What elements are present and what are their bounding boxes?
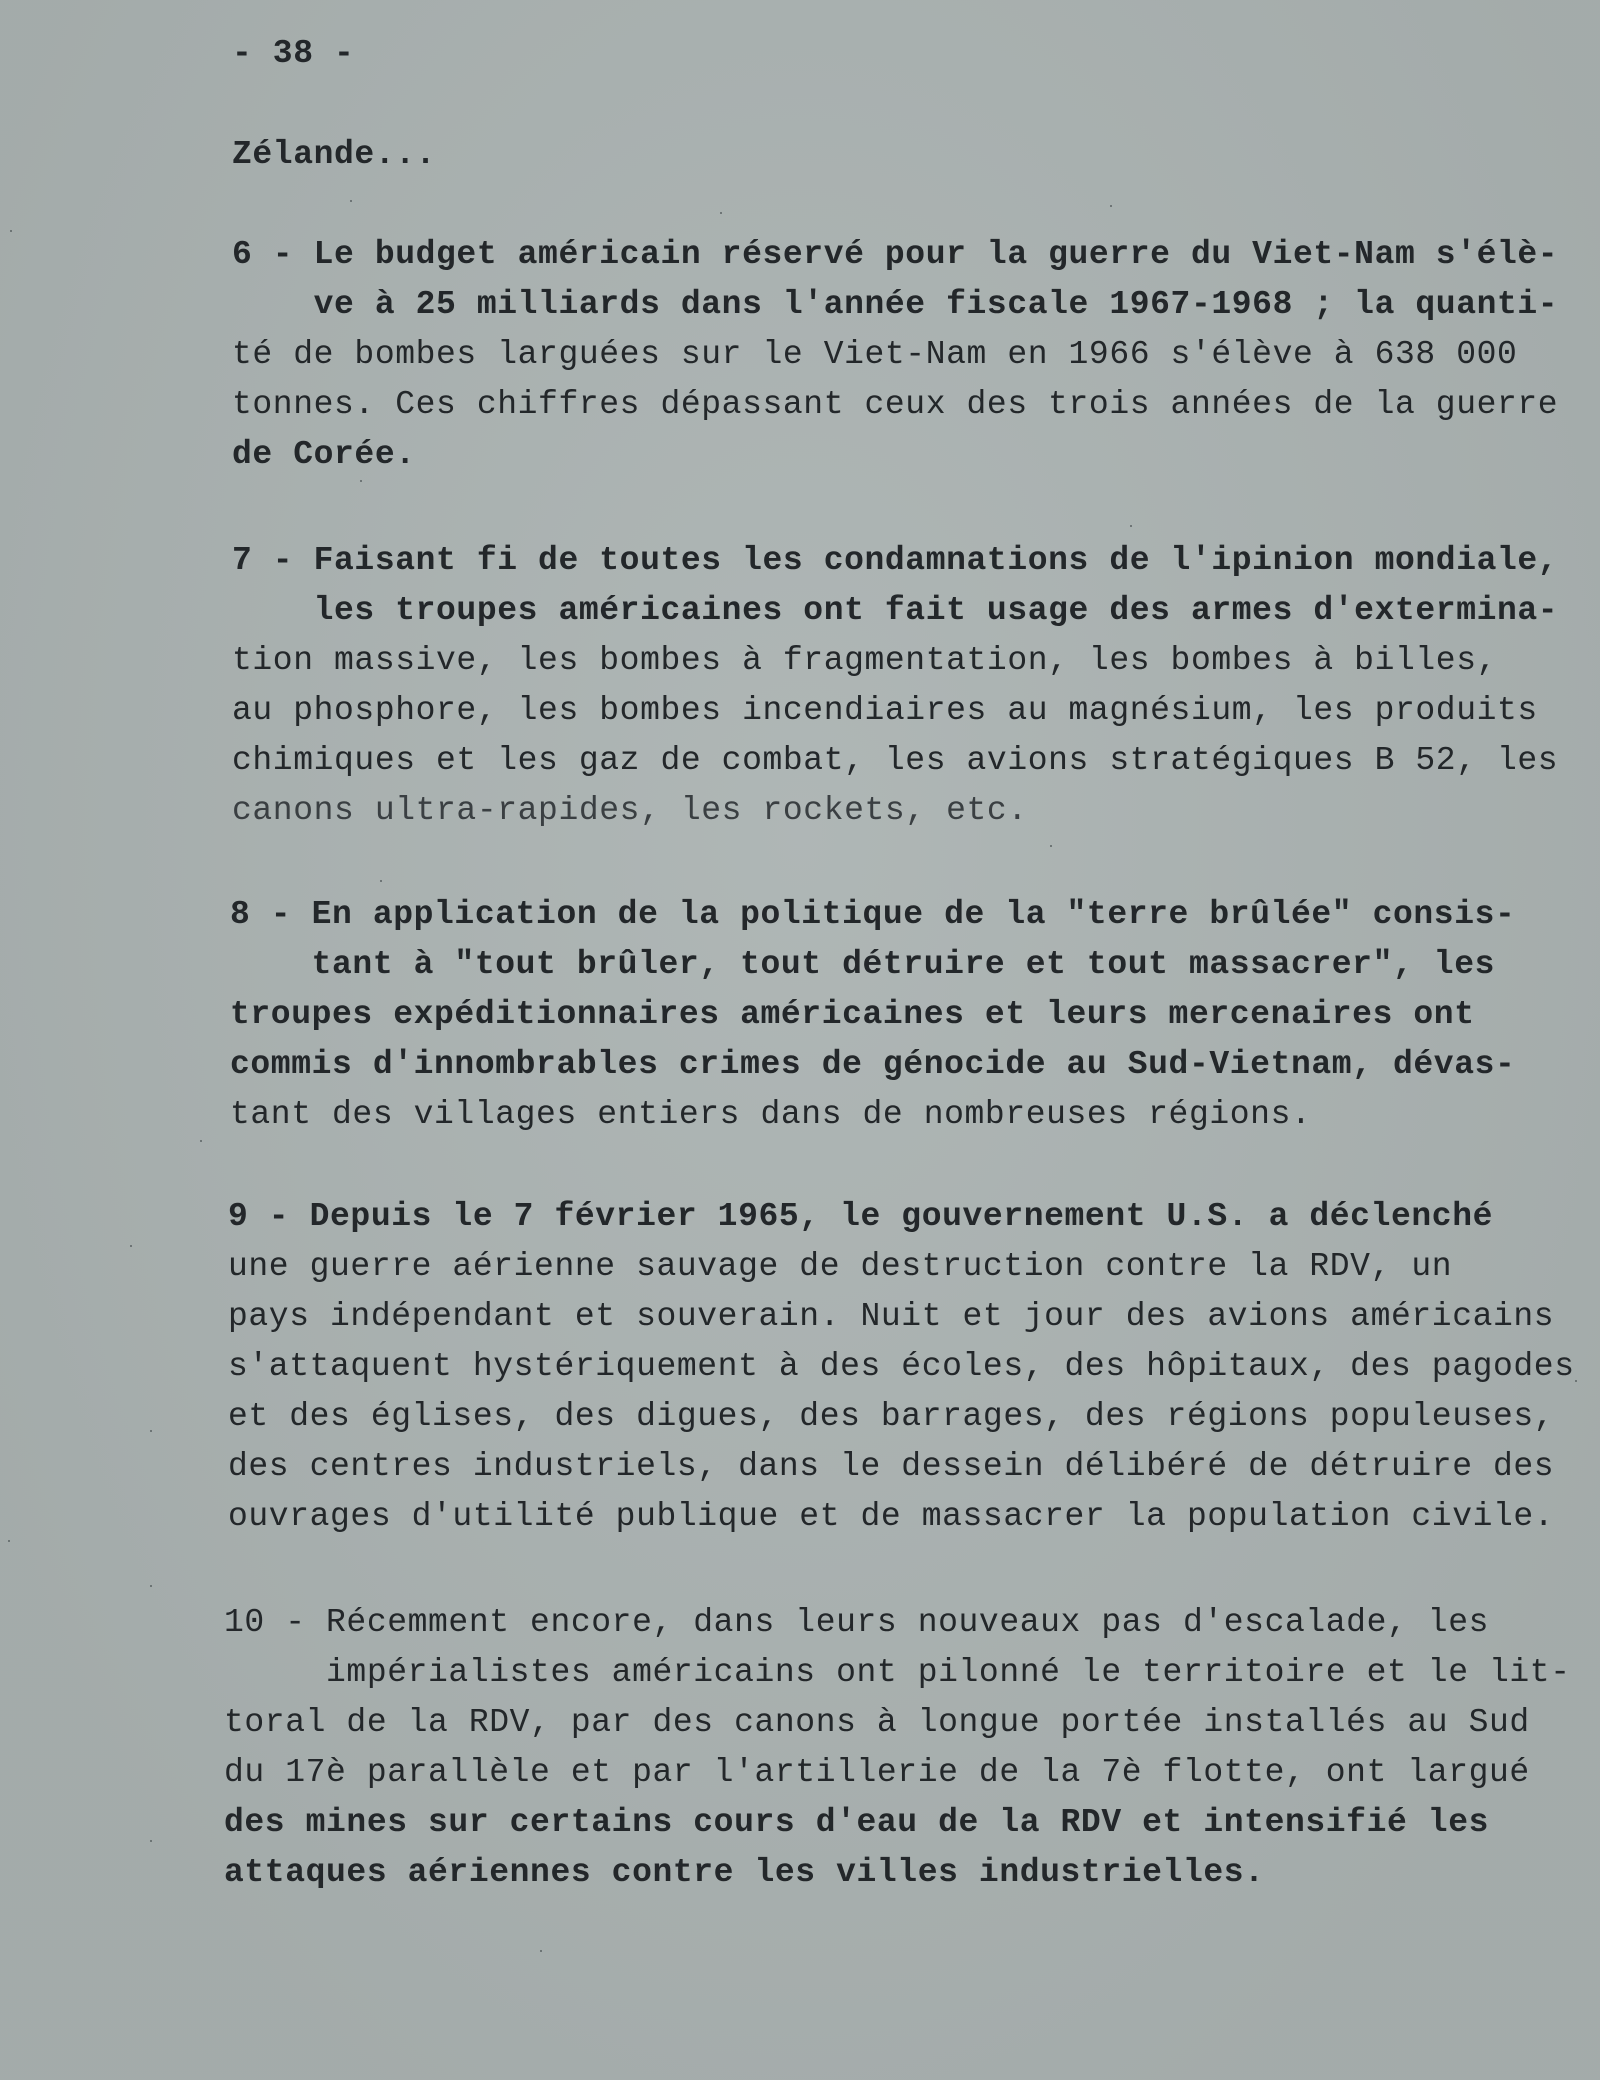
scan-speck [150,1430,152,1432]
text-line: troupes expéditionnaires américaines et leurs mercenaires ont [230,996,1475,1033]
text-line: ve à 25 milliards dans l'année fiscale 1967-1968 ; la quanti- [232,286,1559,323]
scan-speck [360,480,362,482]
text-line: les troupes américaines ont fait usage des armes d'extermina- [232,592,1559,629]
text-line: ouvrages d'utilité publique et de massacrer la population civile. [228,1498,1555,1535]
scan-speck [350,200,352,202]
scan-speck [1575,1380,1577,1382]
scan-speck [8,1540,10,1542]
text-line: et des églises, des digues, des barrages, des régions populeuses, [228,1398,1555,1435]
text-line: tant des villages entiers dans de nombreuses régions. [230,1096,1312,1133]
text-line: commis d'innombrables crimes de génocide au Sud-Vietnam, dévas- [230,1046,1516,1083]
text-line: tonnes. Ces chiffres dépassant ceux des trois années de la guerre [232,386,1559,423]
scan-speck [130,1245,132,1247]
paragraph-6 [232,230,1562,480]
scan-speck [720,212,722,214]
text-line: 8 - En application de la politique de la "terre brûlée" consis- [230,896,1516,933]
text-line: des mines sur certains cours d'eau de la RDV et intensifié les [224,1804,1489,1841]
paragraph-9 [228,1192,1575,1542]
paragraph-continuation [232,130,1562,180]
scan-speck [10,230,12,232]
text-line: Zélande... [232,136,437,173]
text-line: tant à "tout brûler, tout détruire et tout massacrer", les [230,946,1495,983]
scan-speck [1050,845,1052,847]
text-line: une guerre aérienne sauvage de destruction contre la RDV, un [228,1248,1453,1285]
text-line: du 17è parallèle et par l'artillerie de la 7è flotte, ont largué [224,1754,1530,1791]
scan-speck [1130,525,1132,527]
text-line: chimiques et les gaz de combat, les avions stratégiques B 52, les [232,742,1559,779]
text-line: canons ultra-rapides, les rockets, etc. [232,792,1028,829]
text-line: de Corée. [232,436,416,473]
scan-speck [150,1585,152,1587]
paragraph-8 [230,890,1560,1140]
paragraph-10 [224,1598,1571,1898]
text-line: 9 - Depuis le 7 février 1965, le gouvernement U.S. a déclenché [228,1198,1493,1235]
text-line: 7 - Faisant fi de toutes les condamnations de l'ipinion mondiale, [232,542,1559,579]
scan-speck [150,1840,152,1842]
paragraph-7 [232,536,1562,836]
scan-speck [540,1950,542,1952]
scan-speck [200,1140,202,1142]
scan-speck [1110,205,1112,207]
text-line: toral de la RDV, par des canons à longue portée installés au Sud [224,1704,1530,1741]
text-line: pays indépendant et souverain. Nuit et jour des avions américains [228,1298,1555,1335]
text-line: 6 - Le budget américain réservé pour la guerre du Viet-Nam s'élè- [232,236,1559,273]
text-line: té de bombes larguées sur le Viet-Nam en 1966 s'élève à 638 000 [232,336,1518,373]
page-number: - 38 - [232,35,355,72]
text-line: impérialistes américains ont pilonné le territoire et le lit- [224,1654,1571,1691]
text-line: des centres industriels, dans le dessein délibéré de détruire des [228,1448,1555,1485]
text-line: au phosphore, les bombes incendiaires au magnésium, les produits [232,692,1538,729]
text-line: tion massive, les bombes à fragmentation, les bombes à billes, [232,642,1497,679]
text-line: s'attaquent hystériquement à des écoles, des hôpitaux, des pagodes [228,1348,1575,1385]
text-line: attaques aériennes contre les villes industrielles. [224,1854,1265,1891]
text-line: 10 - Récemment encore, dans leurs nouveaux pas d'escalade, les [224,1604,1489,1641]
scan-speck [380,880,382,882]
